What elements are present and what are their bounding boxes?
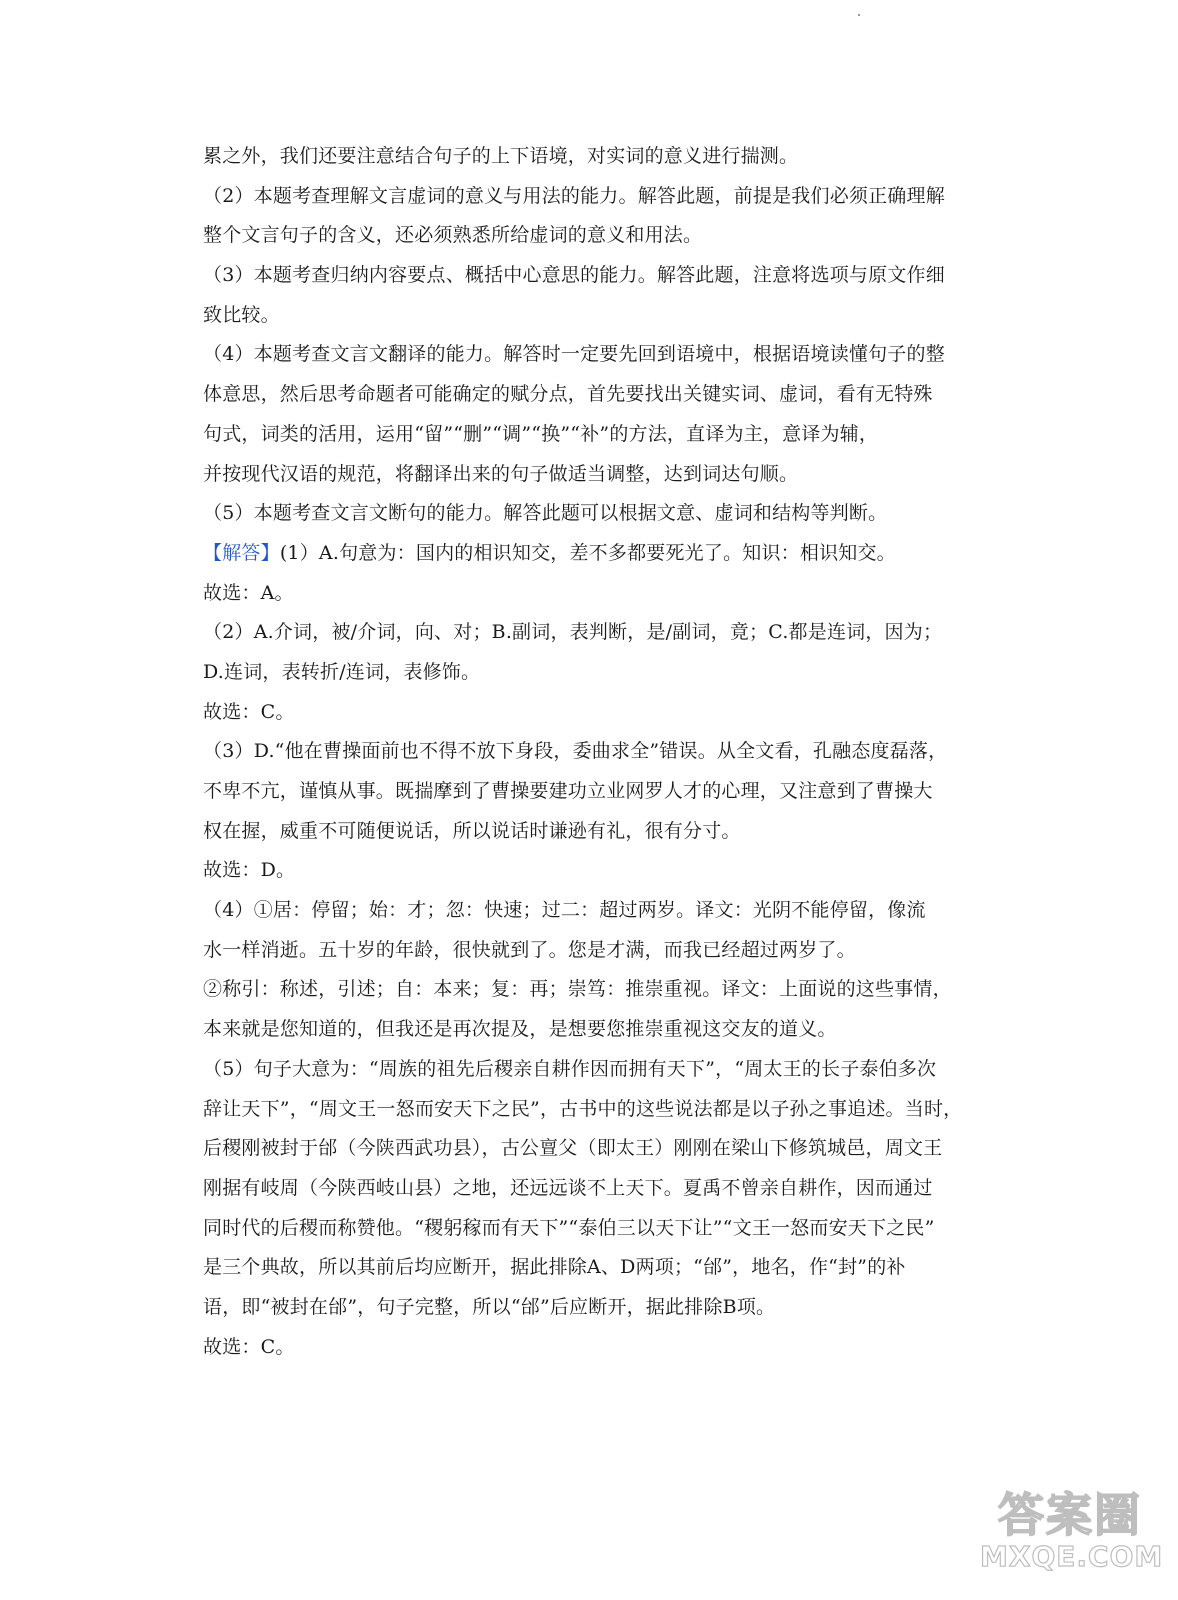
text-line: 故选：C。 <box>203 1335 295 1358</box>
watermark-logo <box>980 1488 1164 1578</box>
text-line: 故选：D。 <box>203 859 296 882</box>
text-line: 整个文言句子的含义，还必须熟悉所给虚词的意义和用法。 <box>203 224 703 247</box>
answer-line-text: (1）A.句意为：国内的相识知交，差不多都要死光了。知识：相识知交。 <box>279 541 896 564</box>
text-line: （3）本题考查归纳内容要点、概括中心意思的能力。解答此题，注意将选项与原文作细 <box>203 264 945 287</box>
text-line: 本来就是您知道的，但我还是再次提及，是想要您推崇重视这交友的道义。 <box>203 1018 837 1041</box>
text-line: （5）本题考查文言文断句的能力。解答此题可以根据文意、虚词和结构等判断。 <box>203 502 888 525</box>
text-line: （4）①居：停留；始：才；忽：快速；过二：超过两岁。译文：光阴不能停留，像流 <box>203 899 926 922</box>
text-line: 同时代的后稷而称赞他。“稷躬稼而有天下”“泰伯三以天下让”“文王一怒而安天下之民” <box>203 1216 935 1239</box>
text-line: （5）句子大意为：“周族的祖先后稷亲自耕作因而拥有天下”，“周太王的长子泰伯多次 <box>203 1057 937 1080</box>
text-line: 句式，词类的活用，运用“留”“删”“调”“换”“补”的方法，直译为主，意译为辅， <box>203 422 879 445</box>
document-body <box>203 137 983 1367</box>
text-line: 水一样消逝。五十岁的年龄，很快就到了。您是才满，而我已经超过两岁了。 <box>203 938 856 961</box>
text-line: 累之外，我们还要注意结合句子的上下语境，对实词的意义进行揣测。 <box>203 145 799 167</box>
watermark-title: 答案圈 <box>998 1488 1142 1542</box>
text-line: 故选：A。 <box>203 581 294 604</box>
text-line: D.连词，表转折/连词，表修饰。 <box>203 660 481 683</box>
text-line: ②称引：称述，引述；自：本来；复：再；崇笃：推崇重视。译文：上面说的这些事情， <box>203 978 952 1001</box>
text-line: 故选：C。 <box>203 700 295 723</box>
text-line: 语，即“被封在邰”，句子完整，所以“邰”后应断开，据此排除B项。 <box>203 1295 776 1318</box>
watermark-domain: MXQE.COM <box>980 1540 1164 1573</box>
text-line: 刚据有岐周（今陕西岐山县）之地，还远远谈不上天下。夏禹不曾亲自耕作，因而通过 <box>203 1176 933 1199</box>
text-line: 致比较。 <box>203 303 280 326</box>
text-line: 辞让天下”，“周文王一怒而安天下之民”，古书中的这些说法都是以子孙之事追述。当时， <box>203 1097 963 1120</box>
text-line: 体意思，然后思考命题者可能确定的赋分点，首先要找出关键实词、虚词，看有无特殊 <box>203 383 933 406</box>
text-line: （2）A.介词，被/介词，向、对；B.副词，表判断，是/副词，竟；C.都是连词，因为； <box>203 621 943 644</box>
answer-line <box>203 534 983 574</box>
text-line: 后稷刚被封于邰（今陕西武功县），古公亶父（即太王）刚刚在梁山下修筑城邑，周文王 <box>203 1137 943 1160</box>
text-line: 权在握，威重不可随便说话，所以说话时谦逊有礼，很有分寸。 <box>203 819 741 842</box>
answer-tag: 【解答】 <box>203 541 280 564</box>
text-line: 并按现代汉语的规范，将翻译出来的句子做适当调整，达到词达句顺。 <box>203 462 799 485</box>
text-line: 不卑不亢，谨慎从事。既揣摩到了曹操要建功立业网罗人才的心理，又注意到了曹操大 <box>203 780 933 802</box>
text-line: （3）D.“他在曹操面前也不得不放下身段，委曲求全”错误。从全文看，孔融态度磊落， <box>203 740 948 763</box>
text-line: 是三个典故，所以其前后均应断开，据此排除A、D两项；“邰”，地名，作“封”的补 <box>203 1256 906 1279</box>
text-line: （2）本题考查理解文言虚词的意义与用法的能力。解答此题，前提是我们必须正确理解 <box>203 184 945 207</box>
text-line: （4）本题考查文言文翻译的能力。解答时一定要先回到语境中，根据语境读懂句子的整 <box>203 343 945 366</box>
page-dot <box>858 14 860 16</box>
